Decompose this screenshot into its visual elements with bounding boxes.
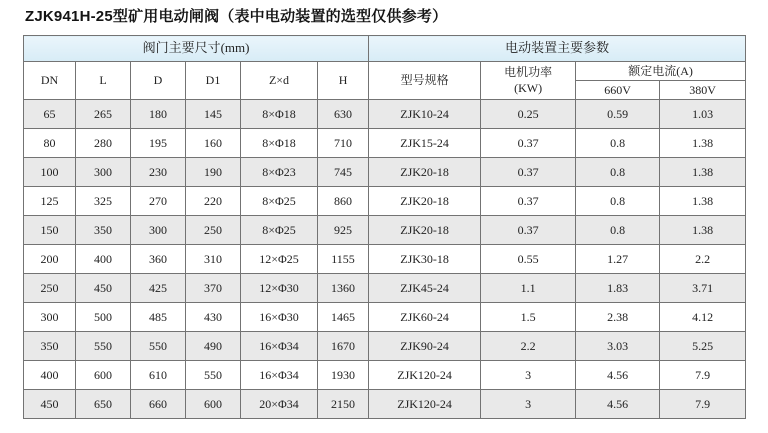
table-row	[24, 361, 746, 390]
table-cell-d: 610	[131, 361, 186, 390]
column-header-dn: DN	[24, 62, 76, 100]
table-cell-h: 925	[318, 216, 369, 245]
table-cell-d1: 220	[186, 187, 241, 216]
table-cell-a660: 1.27	[576, 245, 660, 274]
table-cell-a660: 0.8	[576, 216, 660, 245]
table-cell-a660: 0.59	[576, 100, 660, 129]
table-cell-model: ZJK20-18	[369, 158, 481, 187]
table-cell-power: 0.37	[481, 216, 576, 245]
table-row	[24, 274, 746, 303]
table-cell-a660: 1.83	[576, 274, 660, 303]
table-cell-model: ZJK10-24	[369, 100, 481, 129]
table-cell-dn: 400	[24, 361, 76, 390]
table-cell-zxd: 8×Φ18	[241, 129, 318, 158]
table-cell-a380: 5.25	[660, 332, 746, 361]
table-cell-a660: 0.8	[576, 129, 660, 158]
table-row	[24, 303, 746, 332]
column-header-d1: D1	[186, 62, 241, 100]
column-header-row-1	[24, 62, 746, 81]
table-cell-d1: 490	[186, 332, 241, 361]
column-header-l: L	[76, 62, 131, 100]
table-cell-d: 300	[131, 216, 186, 245]
table-cell-dn: 200	[24, 245, 76, 274]
table-cell-power: 2.2	[481, 332, 576, 361]
table-cell-l: 500	[76, 303, 131, 332]
table-cell-power: 1.1	[481, 274, 576, 303]
table-cell-h: 2150	[318, 390, 369, 419]
table-cell-power: 3	[481, 390, 576, 419]
table-cell-a660: 2.38	[576, 303, 660, 332]
table-cell-d: 270	[131, 187, 186, 216]
table-cell-a380: 1.38	[660, 216, 746, 245]
table-cell-l: 450	[76, 274, 131, 303]
table-cell-a660: 4.56	[576, 361, 660, 390]
table-cell-model: ZJK20-18	[369, 187, 481, 216]
table-cell-d1: 250	[186, 216, 241, 245]
table-cell-power: 0.55	[481, 245, 576, 274]
table-cell-l: 600	[76, 361, 131, 390]
table-cell-d: 660	[131, 390, 186, 419]
table-cell-a380: 4.12	[660, 303, 746, 332]
table-cell-h: 710	[318, 129, 369, 158]
table-cell-dn: 150	[24, 216, 76, 245]
table-cell-h: 1360	[318, 274, 369, 303]
table-row	[24, 390, 746, 419]
table-cell-a380: 1.38	[660, 187, 746, 216]
table-cell-h: 1930	[318, 361, 369, 390]
table-cell-l: 265	[76, 100, 131, 129]
table-cell-model: ZJK45-24	[369, 274, 481, 303]
table-cell-dn: 450	[24, 390, 76, 419]
table-cell-a380: 1.38	[660, 129, 746, 158]
table-cell-zxd: 8×Φ18	[241, 100, 318, 129]
table-cell-h: 860	[318, 187, 369, 216]
table-cell-power: 0.37	[481, 187, 576, 216]
table-cell-zxd: 8×Φ25	[241, 216, 318, 245]
table-header	[24, 36, 746, 100]
table-cell-l: 550	[76, 332, 131, 361]
table-body	[24, 100, 746, 419]
page-title: ZJK941H-25型矿用电动闸阀（表中电动装置的选型仅供参考）	[25, 8, 448, 25]
table-cell-d: 230	[131, 158, 186, 187]
table-cell-model: ZJK20-18	[369, 216, 481, 245]
table-cell-a660: 4.56	[576, 390, 660, 419]
table-cell-d: 485	[131, 303, 186, 332]
motor-power-label-line1: 电机功率	[504, 64, 553, 79]
table-cell-model: ZJK90-24	[369, 332, 481, 361]
motor-power-label-line2: (KW)	[514, 80, 543, 95]
table-cell-dn: 65	[24, 100, 76, 129]
table-cell-power: 0.37	[481, 129, 576, 158]
table-cell-d1: 430	[186, 303, 241, 332]
table-cell-dn: 100	[24, 158, 76, 187]
column-header-380v: 380V	[660, 81, 746, 100]
table-cell-l: 400	[76, 245, 131, 274]
table-cell-h: 745	[318, 158, 369, 187]
column-header-660v: 660V	[576, 81, 660, 100]
table-row	[24, 332, 746, 361]
table-cell-a380: 3.71	[660, 274, 746, 303]
table-cell-zxd: 8×Φ23	[241, 158, 318, 187]
table-cell-l: 280	[76, 129, 131, 158]
column-header-rated-current: 额定电流(A)	[576, 62, 746, 81]
valve-spec-table	[23, 35, 746, 419]
table-cell-dn: 300	[24, 303, 76, 332]
column-header-zxd: Z×d	[241, 62, 318, 100]
table-cell-zxd: 16×Φ30	[241, 303, 318, 332]
table-cell-d: 360	[131, 245, 186, 274]
table-cell-model: ZJK15-24	[369, 129, 481, 158]
table-cell-d1: 310	[186, 245, 241, 274]
table-cell-a380: 7.9	[660, 361, 746, 390]
table-cell-a660: 0.8	[576, 158, 660, 187]
table-cell-power: 0.25	[481, 100, 576, 129]
table-row	[24, 100, 746, 129]
table-cell-a660: 3.03	[576, 332, 660, 361]
table-cell-l: 300	[76, 158, 131, 187]
table-cell-d: 180	[131, 100, 186, 129]
table-cell-dn: 80	[24, 129, 76, 158]
table-cell-zxd: 12×Φ25	[241, 245, 318, 274]
table-cell-h: 630	[318, 100, 369, 129]
table-cell-a380: 1.03	[660, 100, 746, 129]
table-cell-model: ZJK30-18	[369, 245, 481, 274]
table-cell-l: 650	[76, 390, 131, 419]
table-cell-model: ZJK120-24	[369, 361, 481, 390]
table-cell-model: ZJK120-24	[369, 390, 481, 419]
table-cell-d: 195	[131, 129, 186, 158]
table-cell-h: 1670	[318, 332, 369, 361]
table-cell-a380: 2.2	[660, 245, 746, 274]
table-cell-d1: 145	[186, 100, 241, 129]
table-cell-model: ZJK60-24	[369, 303, 481, 332]
table-row	[24, 216, 746, 245]
table-cell-d1: 160	[186, 129, 241, 158]
table-cell-h: 1155	[318, 245, 369, 274]
table-cell-a660: 0.8	[576, 187, 660, 216]
table-cell-dn: 350	[24, 332, 76, 361]
table-cell-zxd: 8×Φ25	[241, 187, 318, 216]
table-cell-l: 350	[76, 216, 131, 245]
table-cell-power: 3	[481, 361, 576, 390]
column-header-motor-power	[481, 62, 576, 100]
table-cell-dn: 250	[24, 274, 76, 303]
table-cell-zxd: 16×Φ34	[241, 332, 318, 361]
table-cell-zxd: 12×Φ30	[241, 274, 318, 303]
table-cell-zxd: 20×Φ34	[241, 390, 318, 419]
table-cell-h: 1465	[318, 303, 369, 332]
table-cell-d: 425	[131, 274, 186, 303]
table-cell-d: 550	[131, 332, 186, 361]
table-row	[24, 245, 746, 274]
table-cell-power: 1.5	[481, 303, 576, 332]
group-header-row	[24, 36, 746, 62]
group-header-actuator-params: 电动装置主要参数	[369, 36, 746, 62]
table-cell-d1: 600	[186, 390, 241, 419]
group-header-valve-dimensions: 阀门主要尺寸(mm)	[24, 36, 369, 62]
table-cell-d1: 550	[186, 361, 241, 390]
table-cell-zxd: 16×Φ34	[241, 361, 318, 390]
column-header-model: 型号规格	[369, 62, 481, 100]
table-cell-power: 0.37	[481, 158, 576, 187]
table-row	[24, 158, 746, 187]
table-cell-a380: 1.38	[660, 158, 746, 187]
table-cell-d1: 190	[186, 158, 241, 187]
table-row	[24, 187, 746, 216]
column-header-h: H	[318, 62, 369, 100]
table-cell-d1: 370	[186, 274, 241, 303]
column-header-d: D	[131, 62, 186, 100]
table-row	[24, 129, 746, 158]
table-cell-dn: 125	[24, 187, 76, 216]
table-cell-l: 325	[76, 187, 131, 216]
table-cell-a380: 7.9	[660, 390, 746, 419]
